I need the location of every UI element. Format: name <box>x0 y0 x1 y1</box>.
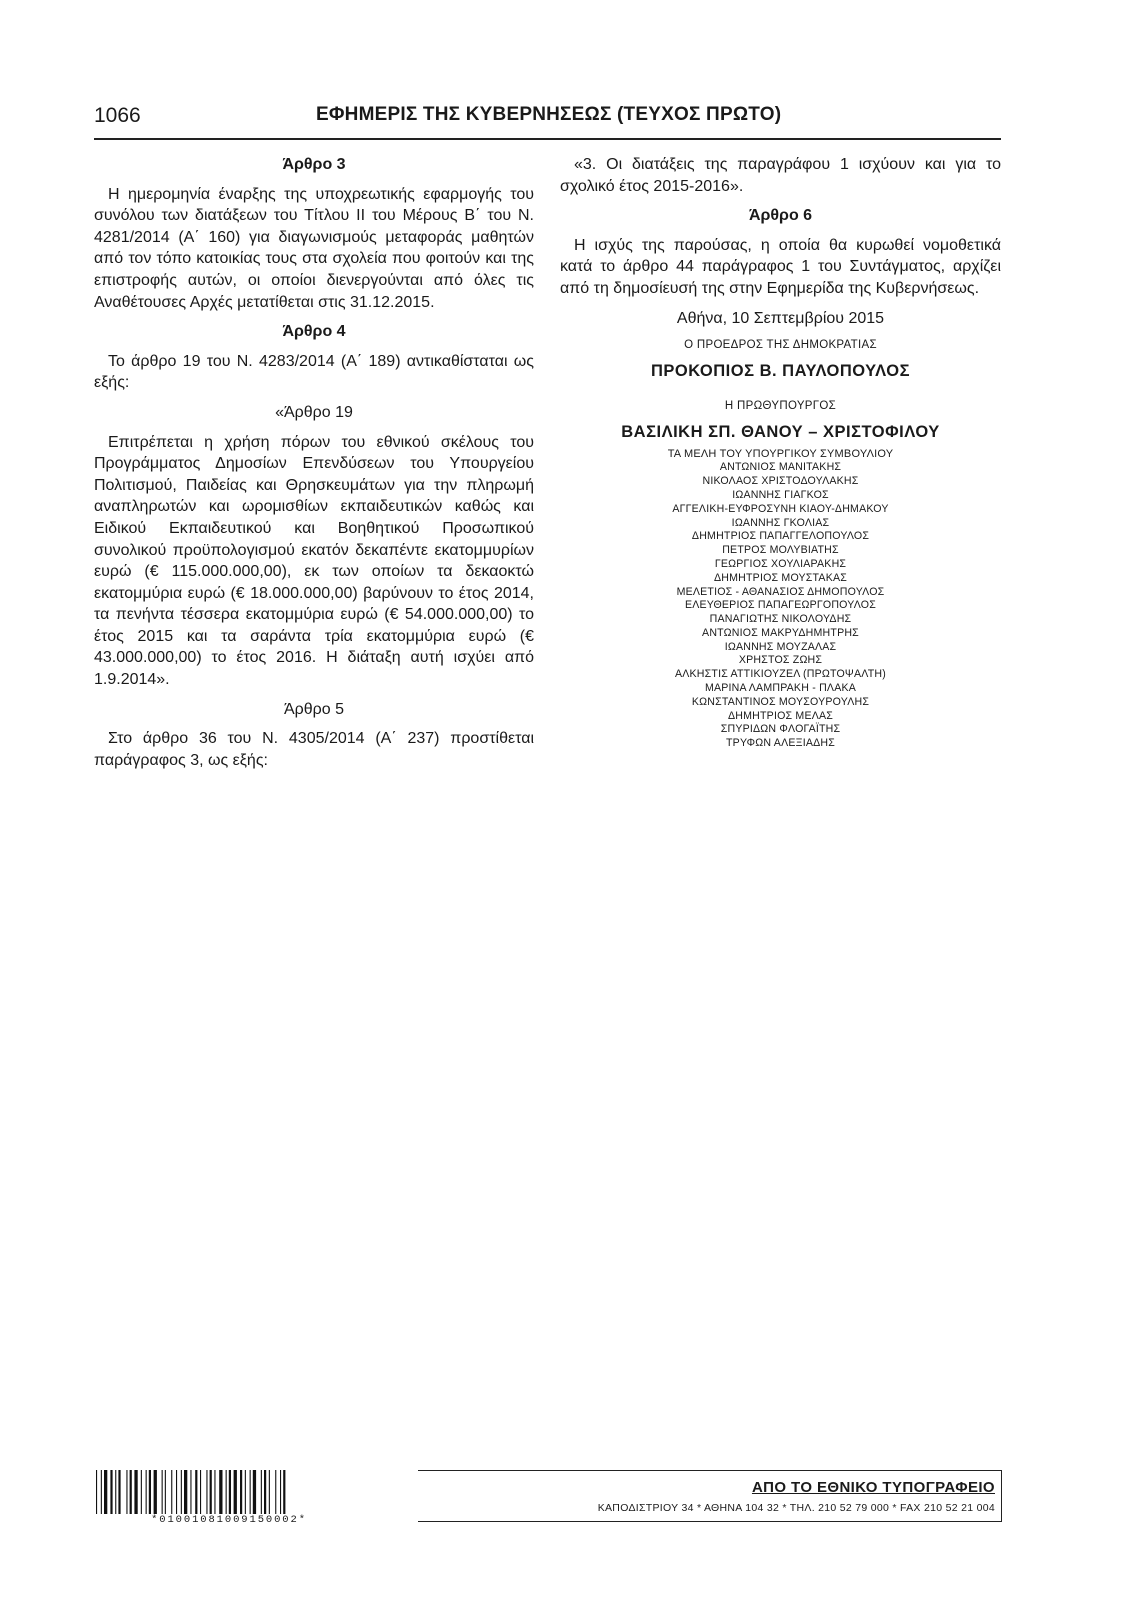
barcode-bar <box>261 1470 262 1514</box>
cabinet-members-title: ΤΑ ΜΕΛΗ ΤΟΥ ΥΠΟΥΡΓΙΚΟΥ ΣΥΜΒΟΥΛΙΟΥ <box>667 447 894 460</box>
barcode-bar <box>283 1470 285 1514</box>
cabinet-member: ΑΓΓΕΛΙΚΗ-ΕΥΦΡΟΣΥΝΗ ΚΙΑΟΥ-ΔΗΜΑΚΟΥ <box>672 502 889 515</box>
cabinet-member: ΑΝΤΩΝΙΟΣ ΜΑΝΙΤΑΚΗΣ <box>719 461 842 474</box>
barcode-bar <box>250 1470 251 1514</box>
barcode-bar <box>253 1470 256 1514</box>
barcode-bar <box>176 1470 177 1514</box>
barcode <box>94 1470 364 1528</box>
barcode-bar <box>110 1470 112 1514</box>
barcode-bar <box>130 1470 132 1514</box>
barcode-bar <box>200 1470 201 1514</box>
president-title: Ο ΠΡΟΕΔΡΟΣ ΤΗΣ ΔΗΜΟΚΡΑΤΙΑΣ <box>684 339 877 352</box>
barcode-bar <box>240 1470 242 1514</box>
barcode-bar <box>275 1470 276 1514</box>
publisher-title: ΑΠΟ ΤΟ ΕΘΝΙΚΟ ΤΥΠΟΓΡΑΦΕΙΟ <box>751 1479 995 1496</box>
page-number: 1066 <box>94 104 141 127</box>
barcode-bar <box>115 1470 116 1514</box>
article-6-heading: Άρθρο 6 <box>748 207 813 225</box>
barcode-bar <box>195 1470 197 1514</box>
barcode-bar <box>171 1470 172 1514</box>
barcode-bar <box>162 1470 163 1514</box>
journal-title: ΕΦΗΜΕΡΙΣ ΤΗΣ ΚΥΒΕΡΝΗΣΕΩΣ (ΤΕΥΧΟΣ ΠΡΩΤΟ) <box>316 104 782 125</box>
cabinet-member: ΙΩΑΝΝΗΣ ΓΚΟΛΙΑΣ <box>731 516 830 529</box>
barcode-bar <box>141 1470 142 1514</box>
pm-name: ΒΑΣΙΛΙΚΗ ΣΠ. ΘΑΝΟΥ – ΧΡΙΣΤΟΦΙΛΟΥ <box>621 422 940 441</box>
article-3-heading: Άρθρο 3 <box>282 156 346 173</box>
publisher-address: ΚΑΠΟΔΙΣΤΡΙΟΥ 34 * ΑΘΗΝΑ 104 32 * ΤΗΛ. 210 52 79 000 * FAX 210 52 21 004 <box>597 1502 995 1514</box>
cabinet-member: ΙΩΑΝΝΗΣ ΜΟΥΖΑΛΑΣ <box>724 640 837 653</box>
cabinet-members-list <box>560 461 1001 751</box>
cabinet-member: ΔΗΜΗΤΡΙΟΣ ΜΕΛΑΣ <box>728 709 833 722</box>
barcode-bar <box>219 1470 222 1514</box>
article-19-heading: «Άρθρο 19 <box>275 403 353 421</box>
cabinet-member: ΙΩΑΝΝΗΣ ΓΙΑΓΚΟΣ <box>732 488 829 501</box>
right-column <box>560 154 1001 751</box>
article-6-text: Η ισχύς της παρούσας, η οποία θα κυρωθεί νομοθετικά κατά το άρθρο 44 παράγραφος 1 του Συντάγματος, αρχίζει από τη δημοσίευσή της στην Εφημερίδα της Κυβερνήσεως. <box>560 236 1001 297</box>
barcode-bar <box>126 1470 127 1514</box>
president-name: ΠΡΟΚΟΠΙΟΣ Β. ΠΑΥΛΟΠΟΥΛΟΣ <box>651 361 910 380</box>
barcode-bar <box>269 1470 270 1514</box>
pm-title: Η ΠΡΩΘΥΠΟΥΡΓΟΣ <box>724 400 837 413</box>
cabinet-member: ΑΝΤΩΝΙΟΣ ΜΑΚΡΥΔΗΜΗΤΡΗΣ <box>702 626 859 639</box>
barcode-bar <box>96 1470 97 1514</box>
barcode-bar <box>234 1470 237 1514</box>
cabinet-member: ΑΛΚΗΣΤΙΣ ΑΤΤΙΚΙΟΥΖΕΛ (ΠΡΩΤΟΨΑΛΤΗ) <box>675 668 886 681</box>
barcode-bar <box>104 1470 107 1514</box>
article-5-heading: Άρθρο 5 <box>283 700 345 718</box>
barcode-bar <box>154 1470 157 1514</box>
paragraph-3-text: «3. Οι διατάξεις της παραγράφου 1 ισχύουν και για το σχολικό έτος 2015-2016». <box>560 156 1001 195</box>
cabinet-member: ΜΕΛΕΤΙΟΣ - ΑΘΑΝΑΣΙΟΣ ΔΗΜΟΠΟΥΛΟΣ <box>676 585 885 598</box>
cabinet-member: ΚΩΝΣΤΑΝΤΙΝΟΣ ΜΟΥΣΟΥΡΟΥΛΗΣ <box>691 695 870 708</box>
barcode-bar <box>165 1470 166 1514</box>
article-4-heading: Άρθρο 4 <box>282 323 346 341</box>
barcode-bar <box>184 1470 187 1514</box>
barcode-bar <box>210 1470 212 1514</box>
barcode-bar <box>264 1470 266 1514</box>
cabinet-member: ΠΕΤΡΟΣ ΜΟΛΥΒΙΑΤΗΣ <box>722 544 839 557</box>
barcode-bar <box>146 1470 147 1514</box>
signature-block <box>560 308 1001 752</box>
barcode-bar <box>190 1470 191 1514</box>
barcode-bar <box>229 1470 231 1514</box>
cabinet-member: ΓΕΩΡΓΙΟΣ ΧΟΥΛΙΑΡΑΚΗΣ <box>714 557 847 570</box>
publisher-box <box>418 1470 1002 1522</box>
cabinet-member: ΝΙΚΟΛΑΟΣ ΧΡΙΣΤΟΔΟΥΛΑΚΗΣ <box>702 475 859 488</box>
barcode-bar <box>280 1470 281 1514</box>
article-4-intro: Το άρθρο 19 του Ν. 4283/2014 (Α΄ 189) αντικαθίσταται ως εξής: <box>94 352 534 392</box>
article-5-text: Στο άρθρο 36 του Ν. 4305/2014 (Α΄ 237) προστίθεται παράγραφος 3, ως εξής: <box>94 730 534 769</box>
cabinet-member: ΕΛΕΥΘΕΡΙΟΣ ΠΑΠΑΓΕΩΡΓΟΠΟΥΛΟΣ <box>685 599 876 612</box>
cabinet-member: ΧΡΗΣΤΟΣ ΖΩΗΣ <box>738 654 823 667</box>
article-3-text: Η ημερομηνία έναρξης της υποχρεωτικής εφαρμογής του συνόλου των διατάξεων του Τίτλου ΙΙ του Μέρους Β΄ του Ν. 4281/2014 (Α΄ 160) για διαγωνισμούς μεταφοράς μαθητών από τον τόπο κατοικίας τους στα σχολεία που φοιτούν και της επιστροφής αυτών, οι οποίοι διενεργούνται από όλες τις Αναθέτουσες Αρχές μετατίθεται στις 31.12.2015. <box>94 185 534 311</box>
barcode-bar <box>245 1470 246 1514</box>
left-column <box>94 154 534 779</box>
barcode-bar <box>118 1470 120 1514</box>
barcode-text: *01001081009150002* <box>151 1514 307 1526</box>
cabinet-member: ΔΗΜΗΤΡΙΟΣ ΠΑΠΑΓΓΕΛΟΠΟΥΛΟΣ <box>691 530 870 543</box>
barcode-bar <box>214 1470 215 1514</box>
barcode-bar <box>226 1470 227 1514</box>
place-date: Αθήνα, 10 Σεπτεμβρίου 2015 <box>676 309 885 327</box>
cabinet-member: ΠΑΝΑΓΙΩΤΗΣ ΝΙΚΟΛΟΥΔΗΣ <box>709 613 852 626</box>
barcode-bar <box>101 1470 102 1514</box>
barcode-bar <box>206 1470 207 1514</box>
article-19-text: Επιτρέπεται η χρήση πόρων του εθνικού σκέλους του Προγράμματος Δημοσίων Επενδύσεων του Υπουργείου Πολιτισμού, Παιδείας και Θρησκευμάτων για την πληρωμή αναπληρωτών και ωρομισθίων εκπαιδευτικών καθώς και Ειδικού Εκπαιδευτικού και Βοηθητικού Προσωπικού συνολικού προϋπολογισμού εκατόν δεκαπέντε εκατομμυρίων ευρώ (€ 115.000.000,00), εκ των οποίων τα δεκαοκτώ εκατομμύρια ευρώ (€ 18.000.000,00) βαρύνουν το έτος 2014, τα πενήντα τέσσερα εκατομμύρια ευρώ (€ 54.000.000,00) το έτος 2015 και τα σαράντα τρία εκατομμύρια ευρώ (€ 43.000.000,00) το έτος 2016. Η διάταξη αυτή ισχύει από 1.9.2014». <box>94 433 534 689</box>
barcode-bars-icon <box>94 1470 364 1514</box>
cabinet-member: ΜΑΡΙΝΑ ΛΑΜΠΡΑΚΗ - ΠΛΑΚΑ <box>704 682 856 695</box>
page-header <box>94 104 1001 140</box>
barcode-bar <box>181 1470 182 1514</box>
cabinet-member: ΤΡΥΦΩΝ ΑΛΕΞΙΑΔΗΣ <box>726 737 835 750</box>
barcode-bar <box>149 1470 151 1514</box>
cabinet-member: ΣΠΥΡΙΔΩΝ ΦΛΟΓΑΪΤΗΣ <box>720 723 841 736</box>
barcode-bar <box>134 1470 137 1514</box>
cabinet-member: ΔΗΜΗΤΡΙΟΣ ΜΟΥΣΤΑΚΑΣ <box>714 571 847 584</box>
